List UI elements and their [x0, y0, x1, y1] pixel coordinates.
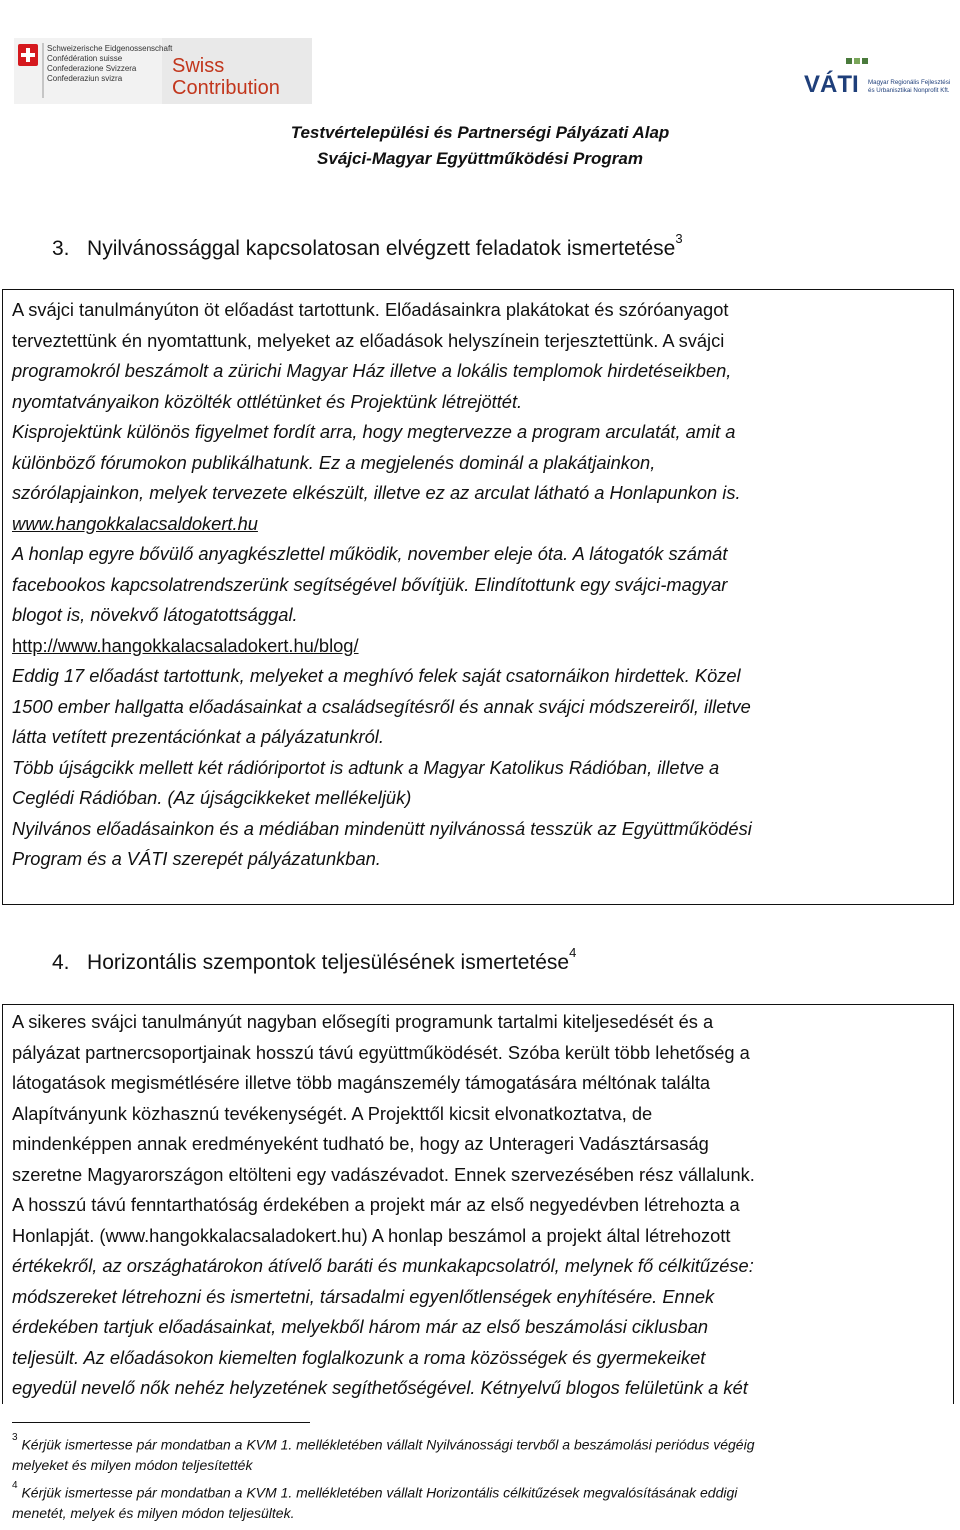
section-3-title: Nyilvánossággal kapcsolatosan elvégzett feladatok ismertetése [87, 237, 676, 260]
text-line: Kisprojektünk különös figyelmet fordít arra, hogy megtervezze a program arculatát, amit a [12, 421, 736, 442]
text-line: érdekében tartjuk előadásainkat, melyekből három már az első beszámolási ciklusban [12, 1316, 709, 1337]
footnote-4-line-1: Kérjük ismertesse pár mondatban a KVM 1. mellékletében vállalt Horizontális célkitűzések megvalósításának eddigi [21, 1484, 738, 1501]
text-line: mindenképpen annak eredményeként tudható be, hogy az Unterageri Vadásztársaság [12, 1133, 709, 1154]
program-subtitle: Svájci-Magyar Együttműködési Program [317, 149, 643, 168]
text-line: Nyilvános előadásainkon és a médiában mindenütt nyilvánossá tesszük az Együttműködési [12, 817, 752, 839]
text-line: Eddig 17 előadást tartottunk, melyeket a meghívó felek saját csatornáikon hirdettek. Közel [12, 665, 741, 686]
swiss-contribution-logo [14, 38, 312, 104]
vati-sub-2: és Urbanisztikai Nonprofit Kft. [868, 87, 950, 94]
section-3-number: 3. [52, 237, 70, 260]
text-line: különböző fórumokon publikálhatunk. Ez a megjelenés dominál a plakátjainkon, [12, 451, 656, 473]
text-line: programokról beszámolt a zürichi Magyar Ház illetve a lokális templomok hirdetéseikben, [12, 360, 732, 381]
vati-sub-1: Magyar Regionális Fejlesztési [868, 79, 951, 86]
text-line: Program és a VÁTI szerepét pályázatunkban. [12, 848, 381, 869]
text-line: értékekről, az országhatárokon átívelő baráti és munkakapcsolatról, melynek fő célkitűzése: [12, 1255, 754, 1276]
contribution-word: Contribution [172, 77, 280, 99]
text-line: szeretne Magyarországon eltölteni egy vadászévadot. Ennek szervezésében rész vállalunk. [12, 1163, 755, 1185]
text-line: A sikeres svájci tanulmányút nagyban elősegíti programunk tartalmi kiteljesedését és a [12, 1011, 714, 1032]
text-line: teljesült. Az előadásokon kiemelten foglalkozunk a roma közösségek és gyermekeiket [12, 1346, 706, 1368]
section-4-heading [52, 944, 576, 976]
section-4-number: 4. [52, 951, 70, 974]
blog-link[interactable]: http://www.hangokkalacsaladokert.hu/blog/ [12, 634, 359, 656]
footnote-ref-3[interactable]: 3 [675, 231, 683, 246]
text-line: egyedül nevelő nők nehéz helyzetének segíthetőségével. Kétnyelvű blogos felületünk a két [12, 1377, 748, 1398]
text-line: A svájci tanulmányúton öt előadást tartottunk. Előadásainkra plakátokat és szóróanyagot [12, 299, 729, 320]
text-line: Több újságcikk mellett két rádióriportot is adtunk a Magyar Katolikus Rádióban, illetve a [12, 756, 720, 778]
text-line: Alapítványunk közhasznú tevékenységét. A Projekttől kicsit elvonatkoztatva, de [12, 1102, 653, 1124]
text-line: blogot is, növekvő látogatottsággal. [12, 604, 298, 625]
text-line: A hosszú távú fenntarthatóság érdekében a projekt már az első negyedévben létrehozta a [12, 1194, 740, 1215]
text-line: látta vetített prezentációnkat a pályázatunkról. [12, 726, 384, 747]
swiss-line-3: Confederazione Svizzera [47, 64, 137, 73]
section-4-text [12, 1007, 944, 1404]
text-line: 1500 ember hallgatta előadásainkat a családsegítésről és annak svájci módszereiről, illetve [12, 695, 751, 717]
swiss-line-2: Confédération suisse [47, 54, 123, 63]
program-title: Testvértelepülési és Partnerségi Pályázati Alap [290, 123, 670, 142]
text-line: szórólapjainkon, melyek tervezete elkészült, illetve ez az arculat látható a Honlapunkon is. [12, 482, 741, 503]
footnote-3-line-2: melyeket és milyen módon teljesítették [12, 1456, 253, 1473]
footnote-4-mark: 4 [12, 1480, 18, 1491]
footnote-ref-4[interactable]: 4 [569, 945, 577, 960]
footnote-separator [12, 1422, 310, 1423]
section-4-title: Horizontális szempontok teljesülésének ismertetése [87, 951, 570, 974]
swiss-word: Swiss [172, 55, 225, 77]
text-line: látogatások megismétlésére illetve több magánszemély támogatására méltónak találta [12, 1072, 711, 1093]
swiss-line-1: Schweizerische Eidgenossenschaft [47, 44, 173, 53]
text-line: facebookos kapcsolatrendszerünk segítségével bővítjük. Elindítottunk egy svájci-magyar [12, 573, 728, 595]
footnote-3-mark: 3 [12, 1432, 18, 1443]
text-line: A honlap egyre bővülő anyagkészlettel működik, november eleje óta. A látogatók számát [12, 543, 728, 564]
vati-mark-icon [846, 58, 868, 64]
text-line: pályázat partnercsoportjainak hosszú távú együttműködését. Szóba került több lehetőség a [12, 1041, 750, 1063]
section-3-text [12, 295, 944, 875]
section-3-heading [52, 230, 683, 262]
footnote-3-line-1: Kérjük ismertesse pár mondatban a KVM 1. mellékletében vállalt Nyilvánossági tervből a beszámolási periódus végéig [21, 1436, 755, 1453]
text-line: Honlapját. (www.hangokkalacsaladokert.hu) A honlap beszámol a projekt által létrehozott [12, 1224, 731, 1246]
vati-word: VÁTI [804, 71, 859, 98]
website-link[interactable]: www.hangokkalacsaldokert.hu [12, 512, 258, 534]
vati-logo [802, 58, 952, 102]
swiss-flag-icon [18, 44, 38, 66]
swiss-line-4: Confederaziun svizra [47, 74, 123, 83]
footnote-4-line-2: menetét, melyek és milyen módon teljesültek. [12, 1504, 295, 1521]
footnote-4 [12, 1480, 952, 1523]
text-line: módszereket létrehozni és ismertetni, társadalmi egyenlőtlenségek enyhítésére. Ennek [12, 1285, 715, 1307]
text-line: nyomtatványaikon közölték ottlétünket és Projektünk létrejöttét. [12, 390, 523, 412]
text-line: terveztettünk én nyomtattunk, melyeket az előadások helyszínein terjesztettünk. A svájci [12, 329, 725, 351]
text-line: Ceglédi Rádióban. (Az újságcikkeket mellékeljük) [12, 787, 412, 808]
footnote-3 [12, 1432, 952, 1475]
